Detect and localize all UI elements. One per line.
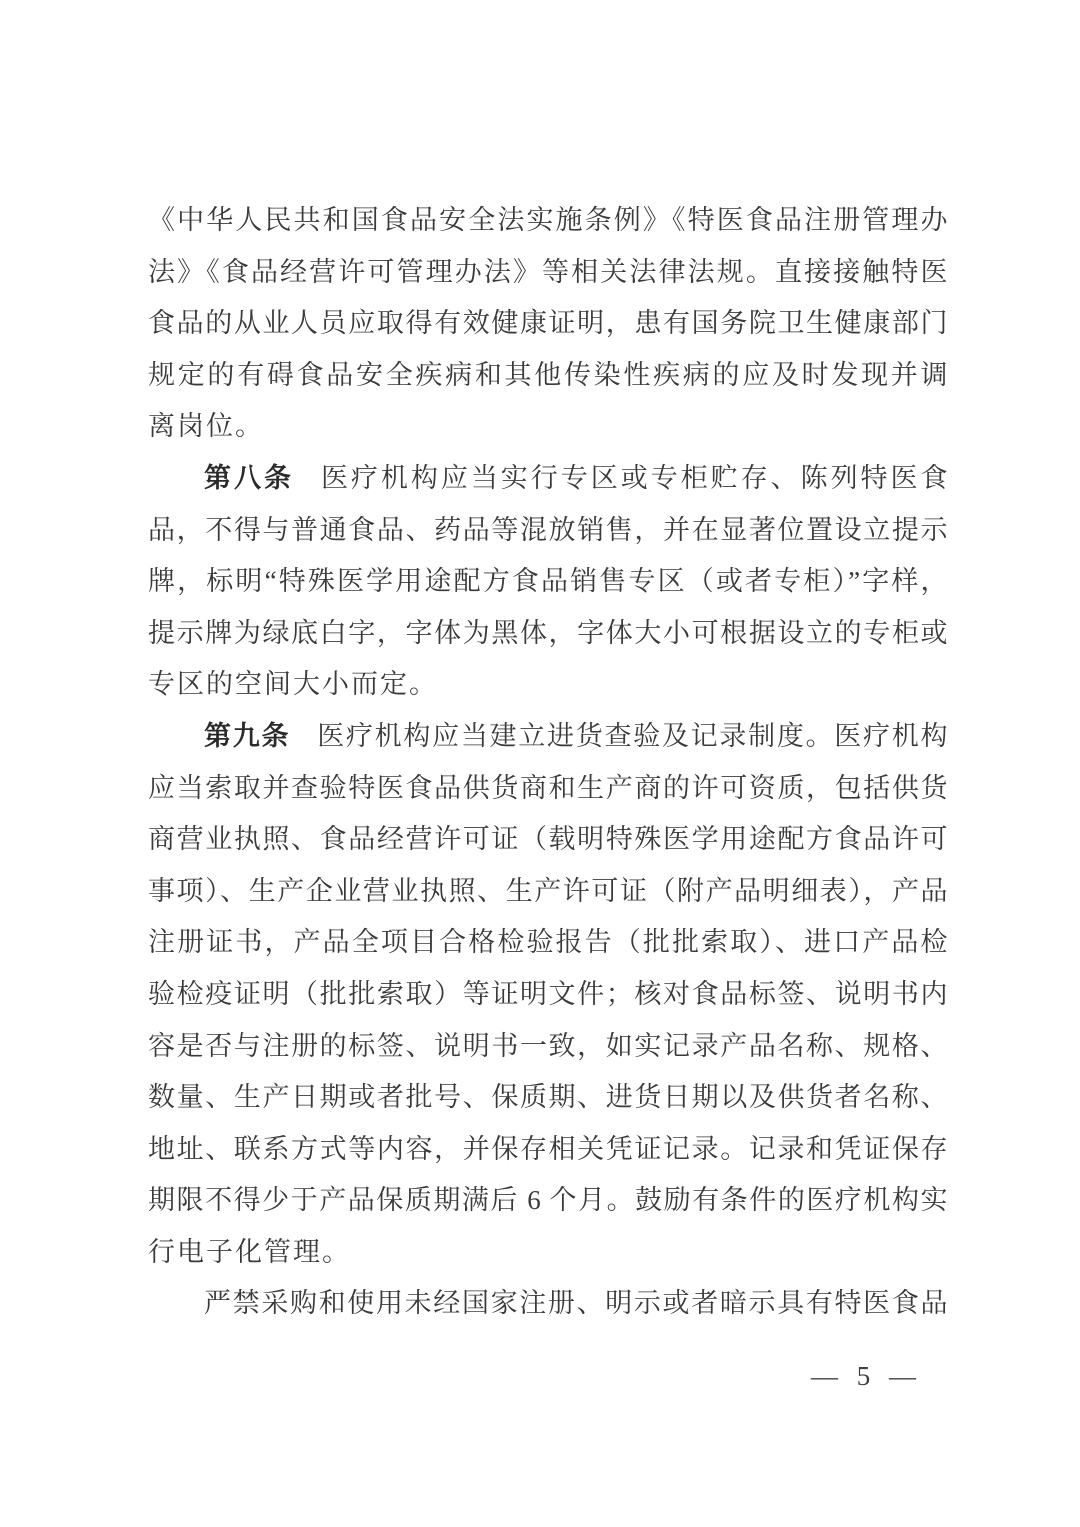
line-text: 数量、生产日期或者批号、保质期、进货日期以及供货者名称、: [148, 1082, 948, 1113]
text-line: [148, 505, 948, 557]
text-line: [148, 195, 948, 247]
line-text: 注册证书，产品全项目合格检验报告（批批索取）、进口产品检: [148, 927, 948, 958]
text-line: [148, 763, 948, 815]
article-number: 第九条: [204, 720, 291, 751]
article-number: 第八条: [204, 462, 294, 493]
line-text: 《中华人民共和国食品安全法实施条例》《特医食品注册管理办: [148, 205, 948, 235]
line-text: 应当索取并查验特医食品供货商和生产商的许可资质，包括供货: [148, 772, 948, 803]
text-line: [148, 659, 948, 711]
line-text: 行电子化管理。: [148, 1236, 351, 1267]
line-text: 严禁采购和使用未经国家注册、明示或者暗示具有特医食品: [204, 1288, 948, 1319]
line-text: 离岗位。: [148, 411, 264, 442]
text-line: [148, 1278, 948, 1330]
page-number: — 5 —: [811, 1361, 922, 1391]
text-line: [148, 1124, 948, 1176]
text-line: [148, 866, 948, 918]
text-line: [148, 1072, 948, 1124]
text-line: [148, 401, 948, 453]
line-text: 牌，标明“特殊医学用途配方食品销售专区（或者专柜）”字样，: [148, 566, 948, 597]
line-text: 品，不得与普通食品、药品等混放销售，并在显著位置设立提示: [148, 514, 948, 545]
line-text: 提示牌为绿底白字，字体为黑体，字体大小可根据设立的专柜或: [148, 617, 948, 648]
text-line: [148, 298, 948, 350]
line-text: 规定的有碍食品安全疾病和其他传染性疾病的应及时发现并调: [148, 359, 948, 390]
line-text: 医疗机构应当实行专区或专柜贮存、陈列特医食: [320, 462, 949, 493]
text-line: [148, 969, 948, 1021]
line-text: 法》《食品经营许可管理办法》等相关法律法规。直接接触特医: [148, 256, 948, 287]
text-line: [148, 1021, 948, 1073]
line-text: 地址、联系方式等内容，并保存相关凭证记录。记录和凭证保存: [148, 1133, 948, 1164]
line-text: 商营业执照、食品经营许可证（载明特殊医学用途配方食品许可: [148, 824, 948, 855]
line-text: 医疗机构应当建立进货查验及记录制度。医疗机构: [317, 720, 948, 751]
line-text: 事项）、生产企业营业执照、生产许可证（附产品明细表），产品: [148, 875, 948, 906]
text-line: [148, 608, 948, 660]
text-line: [148, 247, 948, 299]
text-line: [148, 1227, 948, 1279]
text-line: [148, 814, 948, 866]
text-line: [148, 453, 948, 505]
line-text: 容是否与注册的标签、说明书一致，如实记录产品名称、规格、: [148, 1030, 948, 1061]
text-line: [148, 350, 948, 402]
line-text: 食品的从业人员应取得有效健康证明，患有国务院卫生健康部门: [148, 308, 948, 339]
line-text: 专区的空间大小而定。: [148, 669, 438, 700]
text-line: [148, 556, 948, 608]
line-text: 验检疫证明（批批索取）等证明文件；核对食品标签、说明书内: [148, 978, 948, 1009]
text-line: [148, 1175, 948, 1227]
line-text: 期限不得少于产品保质期满后 6 个月。鼓励有条件的医疗机构实: [148, 1185, 948, 1216]
text-line: [148, 917, 948, 969]
text-line: [148, 711, 948, 763]
text-block: [148, 195, 948, 1330]
